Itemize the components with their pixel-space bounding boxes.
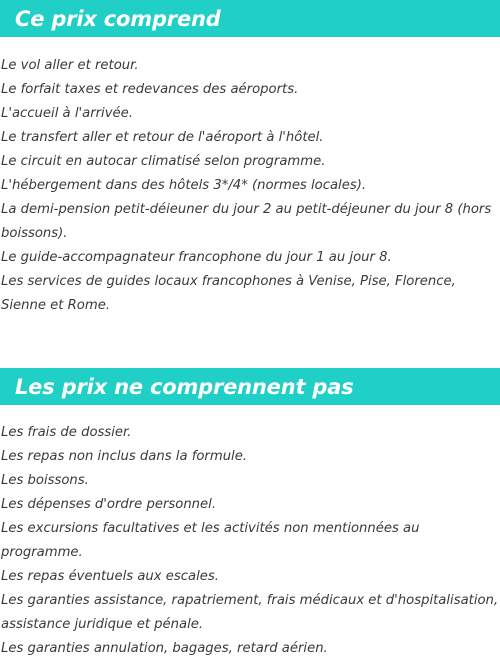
included-title: Ce prix comprend <box>15 6 221 31</box>
excluded-item: Les garanties assistance, rapatriement, frais médicaux et d'hospitalisation, assistance juridique et pénale. <box>1 593 499 632</box>
excluded-item: Les repas non inclus dans la formule. <box>1 449 248 464</box>
included-item: L'hébergement dans des hôtels 3*/4* (normes locales). <box>1 178 367 193</box>
included-item: Le forfait taxes et redevances des aéroports. <box>1 82 299 97</box>
excluded-item: Les dépenses d'ordre personnel. <box>1 497 217 512</box>
excluded-item: Les garanties annulation, bagages, retard aérien. <box>1 641 328 656</box>
included-item: Le guide-accompagnateur francophone du jour 1 au jour 8. <box>1 250 392 265</box>
excluded-item: Les boissons. <box>1 473 89 488</box>
included-item: Le transfert aller et retour de l'aéroport à l'hôtel. <box>1 130 324 145</box>
included-list <box>0 54 500 318</box>
included-item: Le circuit en autocar climatisé selon programme. <box>1 154 326 169</box>
excluded-title: Les prix ne comprennent pas <box>15 374 354 399</box>
included-section <box>0 0 500 318</box>
included-item: Le vol aller et retour. <box>1 58 139 73</box>
included-item: La demi-pension petit-déieuner du jour 2 au petit-déjeuner du jour 8 (hors boissons). <box>1 202 492 241</box>
excluded-header <box>0 368 500 405</box>
excluded-item: Les frais de dossier. <box>1 425 132 440</box>
included-header <box>0 0 500 37</box>
excluded-item: Les repas éventuels aux escales. <box>1 569 219 584</box>
excluded-item: Les excursions facultatives et les activités non mentionnées au programme. <box>1 521 420 560</box>
excluded-list <box>0 421 500 661</box>
included-item: L'accueil à l'arrivée. <box>1 106 133 121</box>
included-item: Les services de guides locaux francophones à Venise, Pise, Florence, Sienne et Rome. <box>1 274 456 313</box>
excluded-section <box>0 368 500 661</box>
